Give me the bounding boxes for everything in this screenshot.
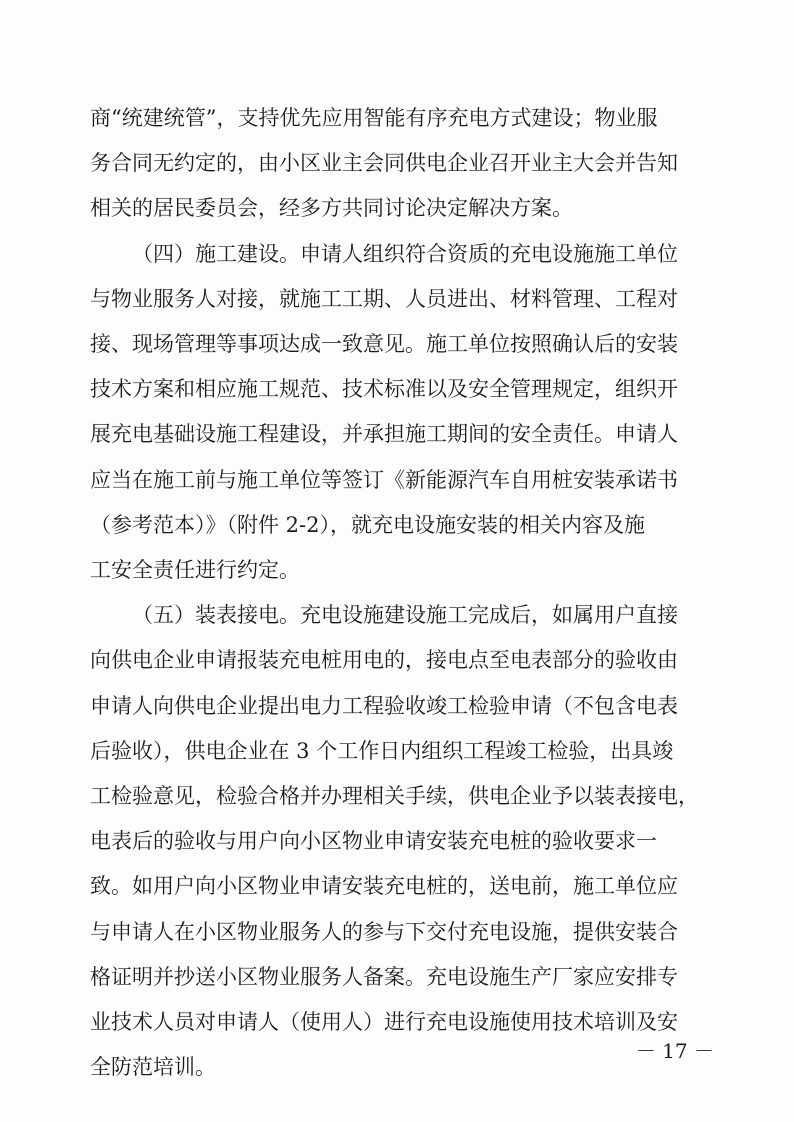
section-four-heading-line: （四）施工建设。申请人组织符合资质的充电设施施工单位	[132, 241, 678, 266]
paragraph-line: 与申请人在小区物业服务人的参与下交付充电设施，提供安装合	[90, 919, 678, 944]
paragraph-line: 与物业服务人对接，就施工工期、人员进出、材料管理、工程对	[90, 286, 678, 311]
paragraph-line: 致。如用户向小区物业申请安装充电桩的，送电前，施工单位应	[90, 874, 678, 899]
paragraph-line: 申请人向供电企业提出电力工程验收竣工检验申请（不包含电表	[90, 693, 678, 718]
paragraph-line: 务合同无约定的，由小区业主会同供电企业召开业主大会并告知	[90, 151, 678, 176]
paragraph-line: 电表后的验收与用户向小区物业申请安装充电桩的验收要求一	[90, 829, 657, 854]
page-number: － 17 －	[635, 1039, 714, 1063]
paragraph-line: 技术方案和相应施工规范、技术标准以及安全管理规定，组织开	[90, 377, 678, 402]
paragraph-line: 展充电基础设施工程建设，并承担施工期间的安全责任。申请人	[90, 422, 678, 447]
paragraph-line: 后验收），供电企业在 3 个工作日内组织工程竣工检验，出具竣	[90, 738, 674, 763]
paragraph-line: 业技术人员对申请人（使用人）进行充电设施使用技术培训及安	[90, 1010, 678, 1034]
paragraph-line: 工检验意见，检验合格并办理相关手续，供电企业予以装表接电，	[90, 784, 699, 808]
paragraph-line: （参考范本）》（附件 2-2），就充电设施安装的相关内容及施	[90, 512, 645, 537]
paragraph-line: 格证明并抄送小区物业服务人备案。充电设施生产厂家应安排专	[90, 964, 678, 989]
paragraph-line: 全防范培训。	[90, 1055, 216, 1080]
paragraph-line: 工安全责任进行约定。	[90, 558, 300, 582]
paragraph-line: 商“统建统管”，支持优先应用智能有序充电方式建设；物业服	[90, 106, 658, 130]
section-five-heading-line: （五）装表接电。充电设施建设施工完成后，如属用户直接	[132, 603, 678, 628]
paragraph-line: 应当在施工前与施工单位等签订《新能源汽车自用桩安装承诺书	[90, 467, 678, 492]
paragraph-line: 向供电企业申请报装充电桩用电的，接电点至电表部分的验收由	[90, 648, 678, 673]
paragraph-line: 相关的居民委员会，经多方共同讨论决定解决方案。	[90, 196, 573, 221]
paragraph-line: 接、现场管理等事项达成一致意见。施工单位按照确认后的安装	[90, 332, 678, 356]
